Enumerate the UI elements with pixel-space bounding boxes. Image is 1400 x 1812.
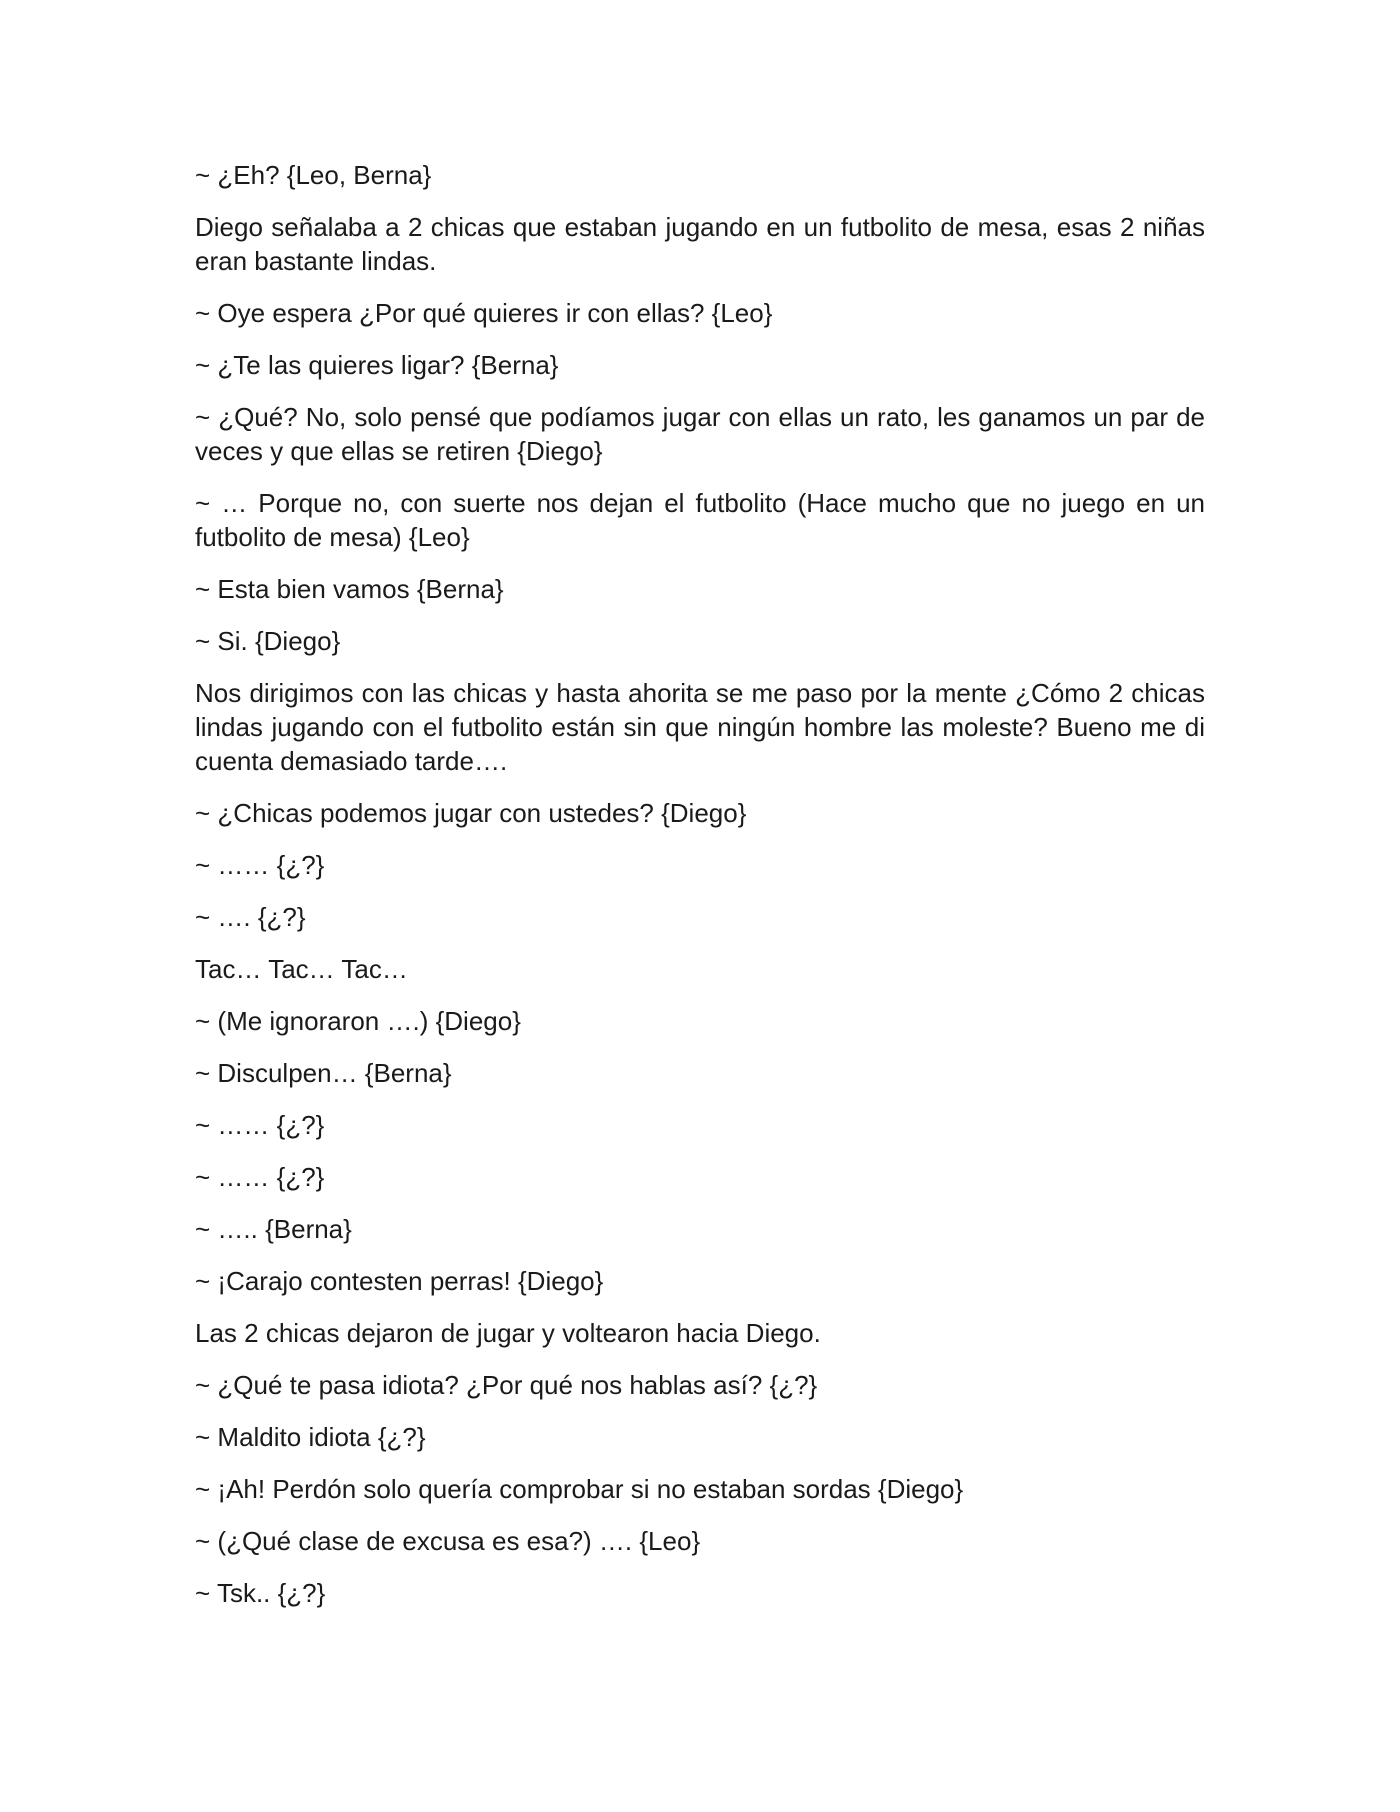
dialogue-line: ~ Maldito idiota {¿?}	[195, 1422, 426, 1452]
dialogue-line: ~ ….. {Berna}	[195, 1214, 352, 1244]
dialogue-line: ~ Si. {Diego}	[195, 626, 341, 656]
dialogue-line: ~ ¿Te las quieres ligar? {Berna}	[195, 350, 559, 380]
dialogue-line: ~ Disculpen… {Berna}	[195, 1058, 452, 1088]
dialogue-line: ~ …. {¿?}	[195, 902, 306, 932]
narration-paragraph: Tac… Tac… Tac…	[195, 954, 408, 984]
dialogue-line: ~ Tsk.. {¿?}	[195, 1578, 326, 1608]
narration-paragraph: Diego señalaba a 2 chicas que estaban jugando en un futbolito de mesa, esas 2 niñas eran bastante lindas.	[195, 212, 1205, 276]
dialogue-line: ~ ¿Eh? {Leo, Berna}	[195, 160, 432, 190]
narration-paragraph: Nos dirigimos con las chicas y hasta ahorita se me paso por la mente ¿Cómo 2 chicas lindas jugando con el futbolito están sin que ningún hombre las moleste? Bueno me di cuenta demasiado tarde….	[195, 678, 1205, 776]
document-page	[195, 158, 1205, 1628]
dialogue-line: ~ …… {¿?}	[195, 1110, 325, 1140]
dialogue-line: ~ ¿Qué te pasa idiota? ¿Por qué nos hablas así? {¿?}	[195, 1370, 818, 1400]
dialogue-line: ~ ¿Qué? No, solo pensé que podíamos jugar con ellas un rato, les ganamos un par de veces y que ellas se retiren {Diego}	[195, 402, 1205, 466]
dialogue-line: ~ ¡Carajo contesten perras! {Diego}	[195, 1266, 604, 1296]
dialogue-line: ~ …… {¿?}	[195, 850, 325, 880]
dialogue-line: ~ … Porque no, con suerte nos dejan el futbolito (Hace mucho que no juego en un futbolito de mesa) {Leo}	[195, 488, 1205, 552]
dialogue-line: ~ Esta bien vamos {Berna}	[195, 574, 504, 604]
dialogue-line: ~ …… {¿?}	[195, 1162, 325, 1192]
dialogue-line: ~ (Me ignoraron ….) {Diego}	[195, 1006, 521, 1036]
dialogue-line: ~ Oye espera ¿Por qué quieres ir con ellas? {Leo}	[195, 298, 773, 328]
dialogue-line: ~ ¡Ah! Perdón solo quería comprobar si no estaban sordas {Diego}	[195, 1474, 964, 1504]
dialogue-line: ~ (¿Qué clase de excusa es esa?) …. {Leo}	[195, 1526, 701, 1556]
narration-paragraph: Las 2 chicas dejaron de jugar y voltearon hacia Diego.	[195, 1318, 821, 1348]
dialogue-line: ~ ¿Chicas podemos jugar con ustedes? {Diego}	[195, 798, 747, 828]
